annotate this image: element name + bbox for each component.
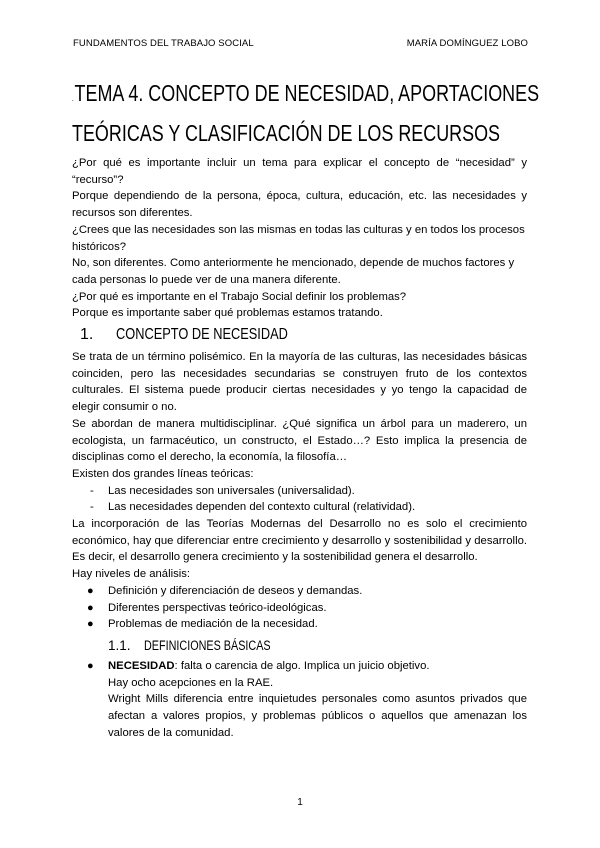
- title-text-2: TEÓRICAS Y CLASIFICACIÓN DE LOS RECURSOS: [72, 120, 501, 146]
- intro-answer-3: Porque es importante saber qué problemas estamos tratando.: [72, 307, 383, 320]
- mills-note: Wright Mills diferencia entre inquietudes personales como asuntos privados que afectan a valores propios, y problemas públicos o aquellos que amenazan los valores de la comunidad.: [108, 693, 527, 739]
- rae-note: Hay ocho acepciones en la RAE.: [108, 676, 274, 689]
- list-item: [72, 583, 527, 600]
- intro-question-3: ¿Por qué es importante en el Trabajo Social definir los problemas?: [72, 290, 407, 303]
- page-title-line2: [72, 116, 542, 150]
- section-1-1-number: 1.1.: [108, 637, 131, 653]
- bullet-icon: ●: [87, 584, 94, 597]
- section-1-title: CONCEPTO DE NECESIDAD: [116, 326, 288, 344]
- section-1-1-heading: [72, 636, 527, 656]
- intro-answer-2: No, son diferentes. Como anteriormente he mencionado, depende de muchos factores y cada personas lo puede ver de una manera diferente.: [72, 257, 515, 286]
- section-1-heading: [72, 324, 527, 346]
- running-header-course: FUNDAMENTOS DEL TRABAJO SOCIAL: [73, 38, 254, 49]
- list-item: [72, 499, 527, 516]
- bullet-icon: ●: [87, 618, 94, 631]
- list-item: [72, 483, 527, 500]
- definition-term: NECESIDAD: [108, 659, 175, 672]
- list-item: [72, 600, 527, 617]
- section-1-1-title: DEFINICIONES BÁSICAS: [144, 637, 271, 653]
- list-item-text: Problemas de mediación de la necesidad.: [108, 618, 318, 631]
- section-1-paragraph-2: Se abordan de manera multidisciplinar. ¿Qué significa un árbol para un maderero, un ecologista, un farmacéutico, un constructo, el Estado…? Esto implica la presencia de disciplinas como el derecho, la economía, la filosofía…: [72, 417, 527, 464]
- section-1-paragraph-5: Hay niveles de análisis:: [72, 568, 191, 581]
- list-item-text: Las necesidades dependen del contexto cultural (relatividad).: [108, 501, 416, 514]
- document-body: [72, 155, 527, 742]
- running-header-author: MARÍA DOMÍNGUEZ LOBO: [406, 38, 528, 49]
- intro-question-1: ¿Por qué es importante incluir un tema para explicar el concepto de “necesidad” y “recurso”?: [72, 157, 527, 186]
- section-1-paragraph-4: La incorporación de las Teorías Modernas del Desarrollo no es solo el crecimiento económico, hay que diferenciar entre crecimiento y desarrollo y sostenibilidad y desarrollo. Es decir, el desarrollo genera crecimiento y la sostenibilidad genera el desarrollo.: [72, 518, 527, 564]
- page-title-line1: [72, 76, 542, 116]
- list-item-text: Las necesidades son universales (universalidad).: [108, 484, 355, 497]
- intro-question-2: ¿Crees que las necesidades son las mismas en todas las culturas y en todos los procesos históricos?: [72, 223, 525, 253]
- section-1-paragraph-1: Se trata de un término polisémico. En la mayoría de las culturas, las necesidades básicas coinciden, pero las necesidades secundarias se construyen fruto de los contextos culturales. El sistema puede producir ciertas necesidades y yo tengo la capacidad de elegir consumir o no.: [72, 351, 527, 414]
- list-item-text: Definición y diferenciación de deseos y demandas.: [108, 584, 363, 597]
- definition-line: [108, 660, 430, 672]
- bullet-icon: ●: [87, 601, 94, 614]
- section-1-paragraph-3: Existen dos grandes líneas teóricas:: [72, 467, 254, 480]
- list-item: [72, 658, 527, 675]
- section-1-number: 1.: [80, 326, 94, 344]
- definitions-list: [72, 658, 527, 675]
- bullet-icon: ●: [87, 659, 94, 672]
- theory-lines-list: [72, 483, 527, 516]
- intro-answer-1: Porque dependiendo de la persona, época, cultura, educación, etc. las necesidades y recursos son diferentes.: [72, 190, 527, 220]
- dash-marker: -: [90, 501, 94, 514]
- definition-text: : falta o carencia de algo. Implica un juicio objetivo.: [174, 659, 430, 672]
- page-number: 1: [297, 797, 303, 808]
- title-dot: .: [72, 94, 74, 103]
- dash-marker: -: [90, 484, 94, 497]
- list-item: [72, 616, 527, 633]
- analysis-levels-list: [72, 583, 527, 633]
- title-text-1: TEMA 4. CONCEPTO DE NECESIDAD, APORTACIONES: [74, 80, 540, 106]
- list-item-text: Diferentes perspectivas teórico-ideológicas.: [108, 601, 327, 614]
